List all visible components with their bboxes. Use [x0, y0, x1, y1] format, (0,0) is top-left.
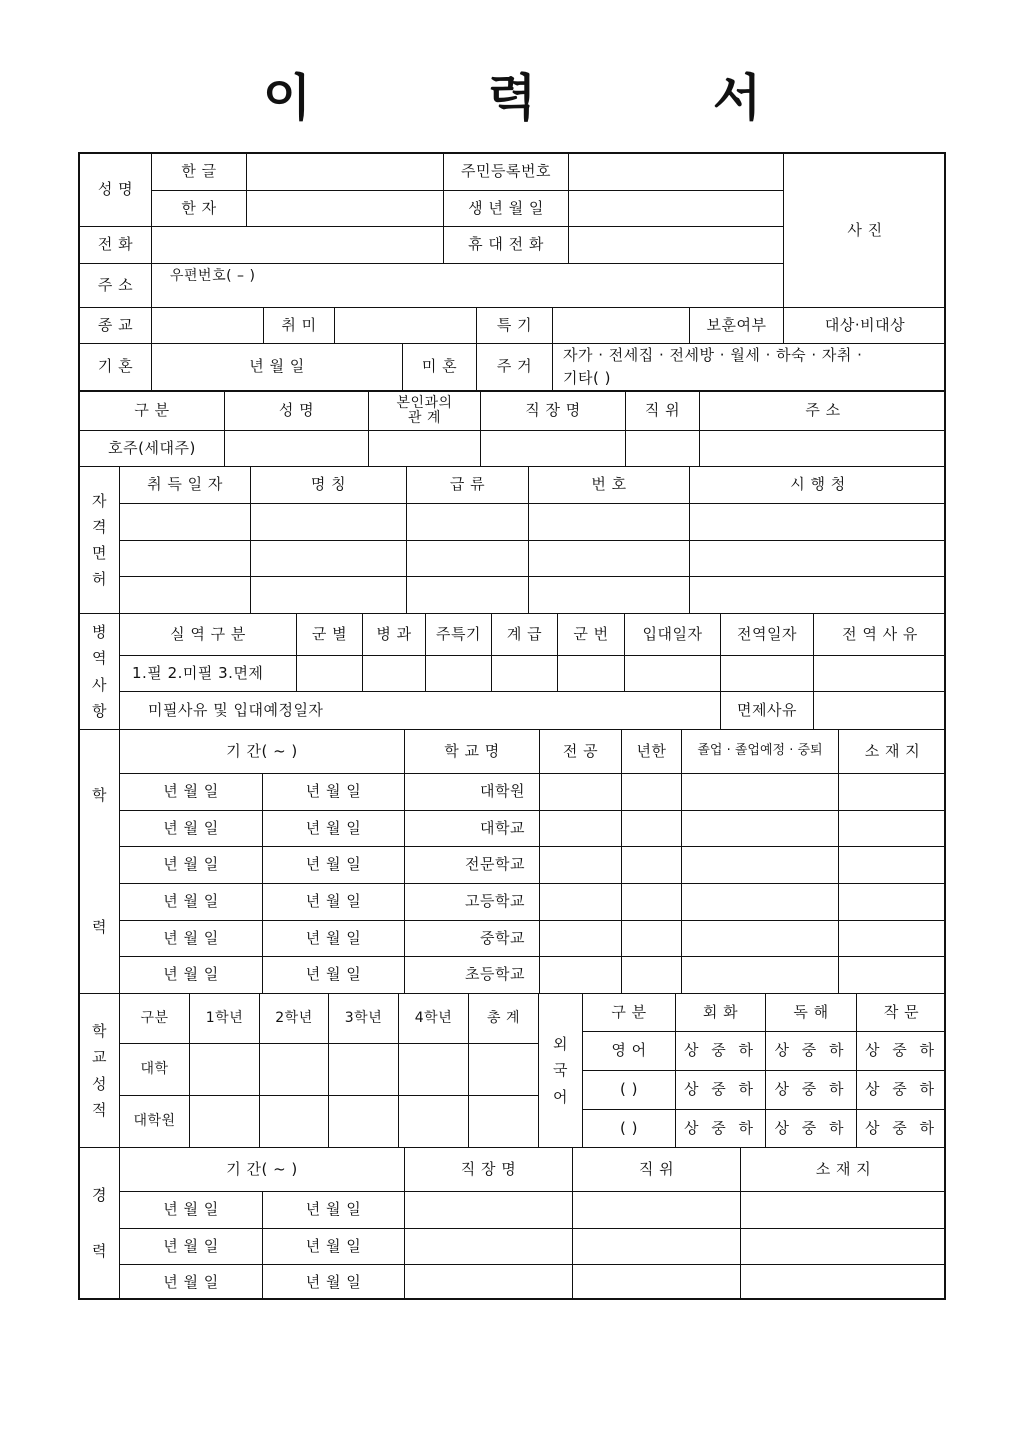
license-cell[interactable]	[407, 577, 529, 614]
education-major-field[interactable]	[540, 884, 622, 921]
military-header-branch: 군 별	[297, 614, 363, 656]
military-exempt-field[interactable]	[814, 692, 946, 730]
education-end-date[interactable]: 년 월 일	[263, 811, 405, 847]
education-start-date[interactable]: 년 월 일	[120, 774, 263, 811]
title-char-2: 력	[487, 68, 537, 127]
education-years-field[interactable]	[622, 847, 682, 884]
grades-header-category: 구분	[120, 994, 190, 1044]
family-position-field[interactable]	[626, 431, 700, 467]
military-unserved-reason[interactable]: 미필사유 및 입대예정일자	[120, 692, 721, 730]
education-label-top: 학	[92, 786, 107, 805]
license-header-date: 취 득 일 자	[120, 467, 251, 504]
language-header-speaking: 회 화	[676, 994, 766, 1032]
married-label: 기 혼	[80, 344, 152, 391]
education-school-type: 초등학교	[405, 957, 540, 994]
language-reading-level[interactable]: 상 중 하	[766, 1032, 857, 1071]
education-school-type: 대학원	[405, 774, 540, 811]
education-status-field[interactable]	[682, 811, 839, 847]
birth-label: 생 년 월 일	[444, 191, 569, 227]
career-header-location: 소 재 지	[741, 1148, 946, 1192]
education-years-field[interactable]	[622, 921, 682, 957]
education-location-field[interactable]	[839, 921, 946, 957]
family-header-workplace: 직 장 명	[481, 392, 626, 431]
residence-label: 주 거	[477, 344, 553, 391]
military-header-corps: 병 과	[363, 614, 426, 656]
education-location-field[interactable]	[839, 957, 946, 994]
education-location-field[interactable]	[839, 774, 946, 811]
title-char-3: 서	[712, 68, 762, 127]
language-writing-level[interactable]: 상 중 하	[857, 1110, 946, 1148]
license-header-grade: 급 류	[407, 467, 529, 504]
education-start-date[interactable]: 년 월 일	[120, 884, 263, 921]
career-end-date[interactable]: 년 월 일	[263, 1192, 405, 1229]
education-location-field[interactable]	[839, 884, 946, 921]
grades-cell[interactable]	[329, 1096, 399, 1148]
military-discharge-date-field[interactable]	[721, 656, 814, 692]
veteran-value[interactable]: 대상·비대상	[784, 308, 946, 344]
family-address-field[interactable]	[700, 431, 946, 467]
education-major-field[interactable]	[540, 957, 622, 994]
hangul-name-field[interactable]	[247, 154, 444, 191]
career-location-field[interactable]	[741, 1265, 946, 1300]
language-writing-level[interactable]: 상 중 하	[857, 1071, 946, 1110]
language-speaking-level[interactable]: 상 중 하	[676, 1110, 766, 1148]
career-start-date[interactable]: 년 월 일	[120, 1192, 263, 1229]
education-status-field[interactable]	[682, 884, 839, 921]
language-row-label[interactable]: ( )	[583, 1071, 676, 1110]
language-row-label: 영 어	[583, 1032, 676, 1071]
military-branch-field[interactable]	[297, 656, 363, 692]
license-cell[interactable]	[690, 504, 946, 541]
grades-cell[interactable]	[469, 1044, 539, 1096]
education-header-school: 학 교 명	[405, 730, 540, 774]
hanja-label: 한 자	[152, 191, 247, 227]
birth-field[interactable]	[569, 191, 784, 227]
language-reading-level[interactable]: 상 중 하	[766, 1071, 857, 1110]
language-reading-level[interactable]: 상 중 하	[766, 1110, 857, 1148]
license-section-label: 자 격 면 허	[80, 467, 120, 614]
address-label: 주 소	[80, 264, 152, 308]
career-position-field[interactable]	[573, 1265, 741, 1300]
career-start-date[interactable]: 년 월 일	[120, 1229, 263, 1265]
religion-label: 종 교	[80, 308, 152, 344]
license-header-issuer: 시 행 청	[690, 467, 946, 504]
resident-no-field[interactable]	[569, 154, 784, 191]
grades-header-year1: 1학년	[190, 994, 260, 1044]
career-location-field[interactable]	[741, 1192, 946, 1229]
career-header-position: 직 위	[573, 1148, 741, 1192]
grades-cell[interactable]	[399, 1096, 469, 1148]
military-rank-field[interactable]	[492, 656, 558, 692]
education-header-major: 전 공	[540, 730, 622, 774]
hobby-field[interactable]	[335, 308, 477, 344]
military-corps-field[interactable]	[363, 656, 426, 692]
military-header-discharge-reason: 전 역 사 유	[814, 614, 946, 656]
education-major-field[interactable]	[540, 847, 622, 884]
license-cell[interactable]	[690, 541, 946, 577]
grades-row-label: 대학	[120, 1044, 190, 1096]
career-position-field[interactable]	[573, 1192, 741, 1229]
language-header-writing: 작 문	[857, 994, 946, 1032]
education-school-type: 중학교	[405, 921, 540, 957]
family-name-field[interactable]	[225, 431, 369, 467]
license-cell[interactable]	[251, 541, 407, 577]
education-status-field[interactable]	[682, 774, 839, 811]
license-cell[interactable]	[120, 541, 251, 577]
education-location-field[interactable]	[839, 847, 946, 884]
career-location-field[interactable]	[741, 1229, 946, 1265]
residence-options[interactable]: 자가 · 전세집 · 전세방 · 월세 · 하숙 · 자취 · 기타( )	[553, 344, 946, 391]
military-enlist-date-field[interactable]	[625, 656, 721, 692]
photo-box: 사 진	[784, 154, 946, 308]
education-label-bottom: 력	[92, 917, 107, 936]
grades-cell[interactable]	[399, 1044, 469, 1096]
education-major-field[interactable]	[540, 774, 622, 811]
license-cell[interactable]	[529, 504, 690, 541]
language-header-category: 구 분	[583, 994, 676, 1032]
married-date-field[interactable]: 년 월 일	[152, 344, 403, 391]
education-start-date[interactable]: 년 월 일	[120, 921, 263, 957]
family-workplace-field[interactable]	[481, 431, 626, 467]
family-row-label: 호주(세대주)	[80, 431, 225, 467]
address-field[interactable]: 우편번호( – )	[152, 264, 784, 308]
family-header-category: 구 분	[80, 392, 225, 431]
education-end-date[interactable]: 년 월 일	[263, 847, 405, 884]
hobby-label: 취 미	[264, 308, 335, 344]
mobile-label: 휴 대 전 화	[444, 227, 569, 264]
language-header-reading: 독 해	[766, 994, 857, 1032]
education-start-date[interactable]: 년 월 일	[120, 957, 263, 994]
language-speaking-level[interactable]: 상 중 하	[676, 1071, 766, 1110]
license-cell[interactable]	[251, 504, 407, 541]
military-status-options[interactable]: 1.필 2.미필 3.면제	[120, 656, 297, 692]
license-cell[interactable]	[120, 504, 251, 541]
military-header-discharge-date: 전역일자	[721, 614, 814, 656]
career-workplace-field[interactable]	[405, 1192, 573, 1229]
education-school-type: 대학교	[405, 811, 540, 847]
education-header-location: 소 재 지	[839, 730, 946, 774]
career-section-label	[80, 1148, 120, 1300]
education-section-label	[80, 730, 120, 994]
education-school-type: 전문학교	[405, 847, 540, 884]
education-status-field[interactable]	[682, 847, 839, 884]
military-header-number: 군 번	[558, 614, 625, 656]
education-end-date[interactable]: 년 월 일	[263, 884, 405, 921]
career-position-field[interactable]	[573, 1229, 741, 1265]
grades-cell[interactable]	[190, 1096, 260, 1148]
career-end-date[interactable]: 년 월 일	[263, 1265, 405, 1300]
military-exempt-label: 면제사유	[721, 692, 814, 730]
military-number-field[interactable]	[558, 656, 625, 692]
family-header-address: 주 소	[700, 392, 946, 431]
license-cell[interactable]	[120, 577, 251, 614]
education-start-date[interactable]: 년 월 일	[120, 811, 263, 847]
education-years-field[interactable]	[622, 774, 682, 811]
license-header-name: 명 칭	[251, 467, 407, 504]
military-discharge-reason-field[interactable]	[814, 656, 946, 692]
grades-header-year3: 3학년	[329, 994, 399, 1044]
grades-cell[interactable]	[260, 1096, 329, 1148]
education-school-type: 고등학교	[405, 884, 540, 921]
family-relation-field[interactable]	[369, 431, 481, 467]
grades-cell[interactable]	[260, 1044, 329, 1096]
education-major-field[interactable]	[540, 811, 622, 847]
phone-label: 전 화	[80, 227, 152, 264]
grades-header-year4: 4학년	[399, 994, 469, 1044]
license-cell[interactable]	[529, 577, 690, 614]
education-location-field[interactable]	[839, 811, 946, 847]
hanja-name-field[interactable]	[247, 191, 444, 227]
veteran-label: 보훈여부	[690, 308, 784, 344]
education-years-field[interactable]	[622, 811, 682, 847]
license-cell[interactable]	[407, 541, 529, 577]
page-title	[0, 68, 1024, 128]
license-cell[interactable]	[529, 541, 690, 577]
mobile-field[interactable]	[569, 227, 784, 264]
education-status-field[interactable]	[682, 921, 839, 957]
military-header-rank: 계 급	[492, 614, 558, 656]
education-header-status: 졸업 · 졸업예정 · 중퇴	[682, 730, 839, 774]
grades-section-label: 학 교 성 적	[80, 994, 120, 1148]
grades-cell[interactable]	[190, 1044, 260, 1096]
career-header-period: 기 간( ~ )	[120, 1148, 405, 1192]
license-cell[interactable]	[690, 577, 946, 614]
family-header-position: 직 위	[626, 392, 700, 431]
language-speaking-level[interactable]: 상 중 하	[676, 1032, 766, 1071]
unmarried-label: 미 혼	[403, 344, 477, 391]
education-years-field[interactable]	[622, 957, 682, 994]
grades-cell[interactable]	[329, 1044, 399, 1096]
education-end-date[interactable]: 년 월 일	[263, 774, 405, 811]
family-header-name: 성 명	[225, 392, 369, 431]
title-char-1: 이	[262, 68, 312, 127]
language-writing-level[interactable]: 상 중 하	[857, 1032, 946, 1071]
license-header-number: 번 호	[529, 467, 690, 504]
career-workplace-field[interactable]	[405, 1265, 573, 1300]
hangul-label: 한 글	[152, 154, 247, 191]
resident-no-label: 주민등록번호	[444, 154, 569, 191]
license-cell[interactable]	[251, 577, 407, 614]
military-specialty-field[interactable]	[426, 656, 492, 692]
career-header-workplace: 직 장 명	[405, 1148, 573, 1192]
specialty-field[interactable]	[553, 308, 690, 344]
military-section-label: 병 역 사 항	[80, 614, 120, 730]
career-start-date[interactable]: 년 월 일	[120, 1265, 263, 1300]
education-major-field[interactable]	[540, 921, 622, 957]
grades-row-label: 대학원	[120, 1096, 190, 1148]
military-header-type: 실 역 구 분	[120, 614, 297, 656]
family-header-relation: 본인과의 관 계	[369, 392, 481, 431]
phone-field[interactable]	[152, 227, 444, 264]
education-header-period: 기 간( ~ )	[120, 730, 405, 774]
grades-cell[interactable]	[469, 1096, 539, 1148]
career-label-bottom: 력	[92, 1242, 107, 1261]
education-end-date[interactable]: 년 월 일	[263, 957, 405, 994]
grades-header-year2: 2학년	[260, 994, 329, 1044]
grades-header-total: 총 계	[469, 994, 539, 1044]
education-start-date[interactable]: 년 월 일	[120, 847, 263, 884]
license-cell[interactable]	[407, 504, 529, 541]
language-section-label: 외 국 어	[539, 994, 583, 1148]
career-workplace-field[interactable]	[405, 1229, 573, 1265]
education-end-date[interactable]: 년 월 일	[263, 921, 405, 957]
career-end-date[interactable]: 년 월 일	[263, 1229, 405, 1265]
name-label: 성 명	[80, 154, 152, 227]
resume-form	[78, 152, 946, 1300]
education-header-years: 년한	[622, 730, 682, 774]
education-status-field[interactable]	[682, 957, 839, 994]
education-years-field[interactable]	[622, 884, 682, 921]
specialty-label: 특 기	[477, 308, 553, 344]
military-header-enlist-date: 입대일자	[625, 614, 721, 656]
military-header-specialty: 주특기	[426, 614, 492, 656]
religion-field[interactable]	[152, 308, 264, 344]
career-label-top: 경	[92, 1186, 107, 1205]
language-row-label[interactable]: ( )	[583, 1110, 676, 1148]
